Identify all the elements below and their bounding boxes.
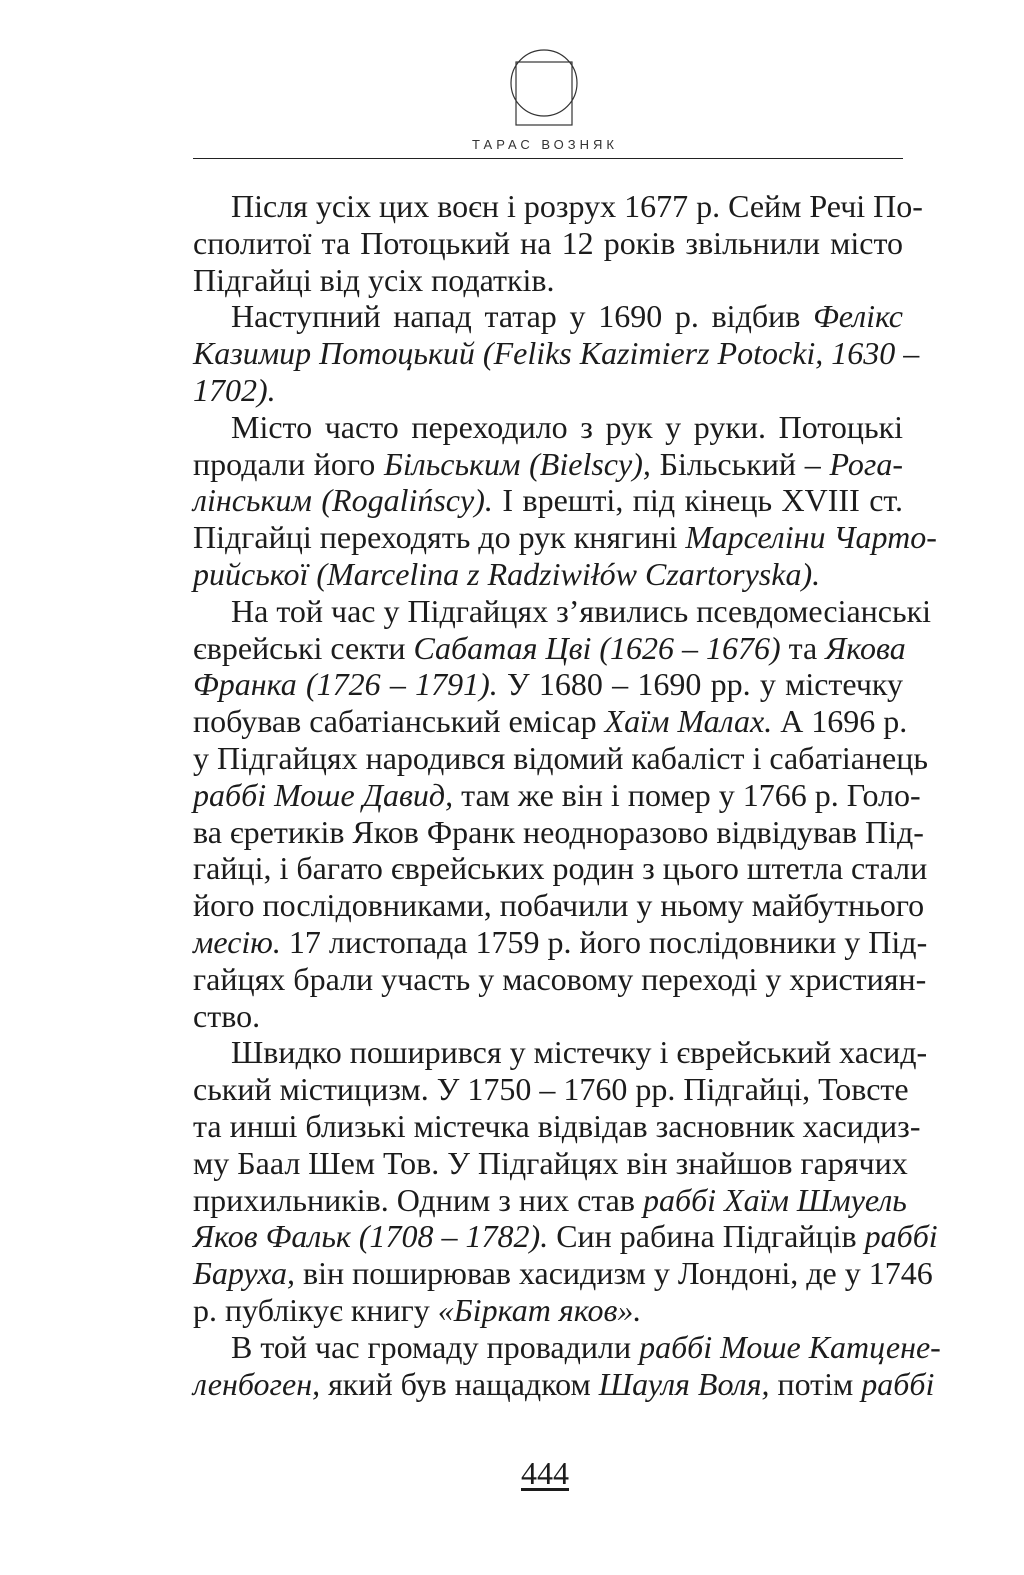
text-line xyxy=(193,592,932,630)
italic-text-run: 1702). xyxy=(193,371,276,408)
text-run: На той час у Підгайцях з’явились псевдомесіанські xyxy=(231,592,932,629)
text-run: та xyxy=(780,629,826,666)
italic-text-run: рийської (Marcelina z Radziwiłów Czartoryska). xyxy=(193,555,821,592)
text-line xyxy=(193,1107,921,1145)
text-run: Син рабина Підгайців xyxy=(548,1218,865,1255)
text-run: 17 листопада 1759 р. його послідовники у Під- xyxy=(280,923,928,960)
italic-text-run: Казимир Потоцький (Feliks Kazimierz Potocki, 1630 – xyxy=(193,335,920,372)
text-line xyxy=(193,960,927,998)
italic-text-run: Баруха, xyxy=(193,1255,296,1292)
text-line xyxy=(193,409,903,446)
text-line xyxy=(193,1255,933,1292)
text-line xyxy=(193,850,928,887)
circle-square-emblem-icon xyxy=(508,45,580,127)
text-run: єврейські секти xyxy=(193,629,414,666)
text-line xyxy=(193,813,924,851)
text-run: Підгайці переходять до рук княгині xyxy=(193,519,686,556)
italic-text-run: Яков Фальк (1708 – 1782). xyxy=(193,1218,549,1255)
text-run: прихильників. Одним з них став xyxy=(193,1181,643,1218)
text-run: потім xyxy=(769,1365,862,1402)
text-run: Підгайці від усіх податків. xyxy=(193,261,555,298)
text-line xyxy=(193,1218,938,1255)
text-run: Швидко поширився у містечку і єврейський хасид- xyxy=(231,1034,928,1071)
text-line xyxy=(193,1181,907,1219)
text-line xyxy=(193,225,903,262)
text-run: сполитої та Потоцький на 12 років звільнили місто xyxy=(193,224,903,261)
text-line xyxy=(193,1071,909,1108)
text-run: його послідовниками, побачили у ньому майбутнього xyxy=(193,887,925,924)
text-run: гайці, і багато єврейських родин з цього штетла стали xyxy=(193,850,928,887)
text-run: у Підгайцях народився відомий кабаліст і сабатіанець xyxy=(193,739,928,776)
italic-text-run: лінським (Rogalińscy). xyxy=(193,482,493,519)
text-line xyxy=(193,335,920,372)
running-header-author: ТАРАС ВОЗНЯК xyxy=(472,137,618,152)
italic-text-run: раббі xyxy=(864,1218,938,1255)
text-run: ва єретиків Яков Франк неодноразово відвідував Під- xyxy=(193,813,924,850)
italic-text-run: Фелікс xyxy=(813,298,903,335)
text-run: В той час громаду провадили xyxy=(231,1328,640,1365)
italic-text-run: Хаїм Малах. xyxy=(604,703,773,740)
text-run: Місто часто переходило з рук у руки. Потоцькі xyxy=(231,408,903,445)
italic-text-run: раббі Моше Давид, xyxy=(193,776,454,813)
text-run: Більський – xyxy=(650,445,830,482)
text-line xyxy=(193,519,937,556)
text-line xyxy=(193,556,903,593)
text-run: ство. xyxy=(193,997,261,1034)
text-line xyxy=(193,1328,941,1366)
italic-text-run: Рога- xyxy=(829,445,904,482)
text-run: та инші близькі містечка відвідав засновник хасидиз- xyxy=(193,1107,921,1144)
text-line xyxy=(193,887,925,924)
text-line xyxy=(193,666,903,703)
text-line xyxy=(193,298,903,335)
text-line xyxy=(193,1292,903,1329)
text-run: У 1680 – 1690 рр. у містечку xyxy=(497,666,904,703)
text-run: він поширював хасидизм у Лондоні, де у 1746 xyxy=(295,1255,933,1292)
text-line xyxy=(193,923,928,961)
italic-text-run: «Біркат яков». xyxy=(437,1291,642,1328)
header-rule xyxy=(193,158,903,159)
text-run: І врешті, під кінець XVIII ст. xyxy=(492,482,903,519)
text-run: А 1696 р. xyxy=(772,703,908,740)
text-line xyxy=(193,1365,935,1403)
text-run: продали його xyxy=(193,445,384,482)
text-line xyxy=(193,776,921,814)
text-run: який був нащадком xyxy=(320,1365,599,1402)
italic-text-run: раббі Моше Катцене- xyxy=(639,1328,941,1365)
text-line xyxy=(193,703,908,740)
text-line xyxy=(193,629,906,667)
text-line xyxy=(193,372,903,409)
italic-text-run: месію. xyxy=(193,923,281,960)
italic-text-run: Сабатая Цві (1626 – 1676) xyxy=(413,629,781,666)
text-line xyxy=(193,1144,908,1182)
text-line xyxy=(193,446,903,483)
text-run: побував сабатіанський емісар xyxy=(193,703,605,740)
text-run: Після усіх цих воєн і розрух 1677 р. Сейм Речі По- xyxy=(231,188,923,224)
text-run: там же він і помер у 1766 р. Голо- xyxy=(453,776,921,813)
text-line xyxy=(193,739,928,777)
text-line xyxy=(193,482,903,519)
italic-text-run: Шауля Воля, xyxy=(598,1365,770,1402)
italic-text-run: Франка (1726 – 1791). xyxy=(193,666,498,703)
italic-text-run: Більським (Bielscy), xyxy=(383,445,651,482)
italic-text-run: раббі Хаїм Шмуель xyxy=(642,1181,907,1218)
body-text xyxy=(193,188,941,1402)
text-run: гайцях брали участь у масовому переході у християн- xyxy=(193,960,927,997)
text-run: Наступний напад татар у 1690 р. відбив xyxy=(231,298,814,335)
page-number: 444 xyxy=(521,1455,569,1491)
italic-text-run: раббі xyxy=(861,1365,935,1402)
text-run: р. публікує книгу xyxy=(193,1291,438,1328)
text-line xyxy=(193,262,903,299)
text-line xyxy=(193,188,923,225)
italic-text-run: ленбоген, xyxy=(193,1365,321,1402)
text-line xyxy=(193,1034,928,1071)
text-run: ський містицизм. У 1750 – 1760 рр. Підгайці, Товсте xyxy=(193,1071,909,1108)
text-run: му Баал Шем Тов. У Підгайцях він знайшов гарячих xyxy=(193,1144,908,1181)
italic-text-run: Якова xyxy=(825,629,906,666)
text-line xyxy=(193,998,903,1035)
italic-text-run: Марселіни Чарто- xyxy=(685,519,937,556)
